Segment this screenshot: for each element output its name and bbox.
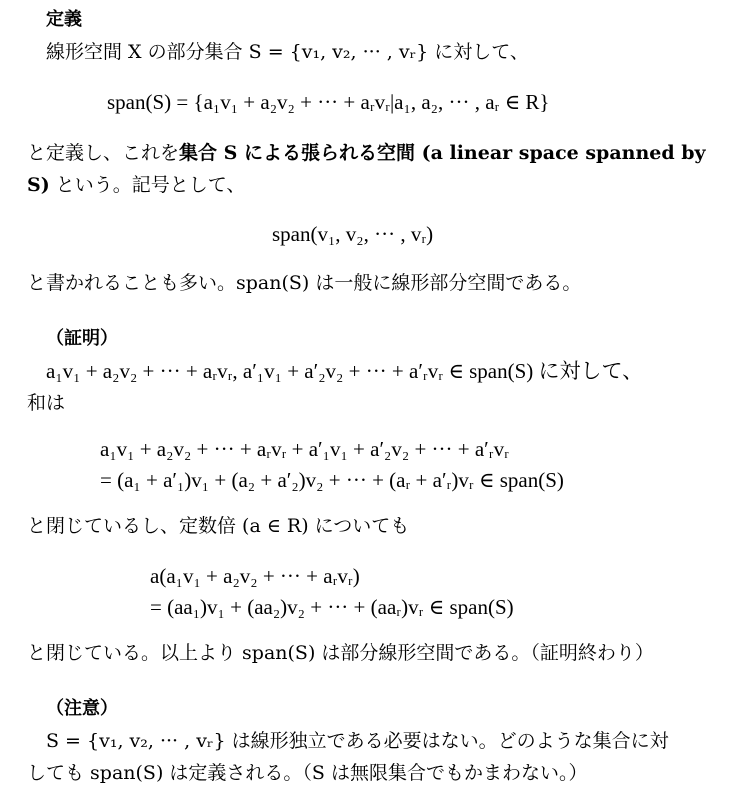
- note-line-2: しても span(S) は定義される。（S は無限集合でもかまわない。）: [27, 762, 588, 784]
- definition-heading: 定義: [46, 9, 82, 30]
- definition-line-4: と書かれることも多い。span(S) は一般に線形部分空間である。: [27, 272, 582, 294]
- spanned-space-term: 集合 S による張られる空間 (a linear space spanned by: [179, 142, 706, 164]
- definition-line-1: 線形空間 X の部分集合 S = {v₁, v₂, ··· , vᵣ} に対して、: [46, 41, 529, 63]
- spanned-space-term-end: S): [27, 174, 50, 196]
- scalar-equation-line-2: = (aa₁)v₁ + (aa₂)v₂ + ··· + (aaᵣ)vᵣ ∈ span(S): [150, 595, 514, 619]
- note-heading: （注意）: [46, 698, 118, 719]
- proof-line-3: と閉じているし、定数倍 (a ∈ R) についても: [27, 515, 410, 537]
- proof-line-4: と閉じている。以上より span(S) は部分線形空間である。（証明終わり）: [27, 642, 654, 664]
- definition-line-2: [27, 141, 706, 165]
- definition-line-3: [27, 173, 245, 197]
- proof-line-1: a₁v₁ + a₂v₂ + ··· + aᵣvᵣ, a′₁v₁ + a′₂v₂ + ··· + a′ᵣvᵣ ∈ span(S) に対して、: [46, 359, 644, 383]
- proof-heading: （証明）: [46, 328, 118, 349]
- scalar-equation-line-1: a(a₁v₁ + a₂v₂ + ··· + aᵣvᵣ): [150, 564, 360, 588]
- definition-line-2-lead: と定義し、これを: [27, 142, 180, 164]
- definition-line-3-tail: という。記号として、: [49, 174, 246, 196]
- proof-line-2: 和は: [27, 392, 66, 414]
- note-line-1: S = {v₁, v₂, ··· , vᵣ} は線形独立である必要はない。どのような集合に対: [46, 730, 669, 752]
- sum-equation-line-1: a₁v₁ + a₂v₂ + ··· + aᵣvᵣ + a′₁v₁ + a′₂v₂ + ··· + a′ᵣvᵣ: [100, 437, 509, 461]
- span-notation: span(v₁, v₂, ··· , vᵣ): [272, 222, 434, 246]
- span-definition-equation: span(S) = {a₁v₁ + a₂v₂ + ··· + aᵣvᵣ|a₁, a₂, ··· , aᵣ ∈ R}: [107, 90, 550, 114]
- sum-equation-line-2: = (a₁ + a′₁)v₁ + (a₂ + a′₂)v₂ + ··· + (aᵣ + a′ᵣ)vᵣ ∈ span(S): [100, 468, 564, 492]
